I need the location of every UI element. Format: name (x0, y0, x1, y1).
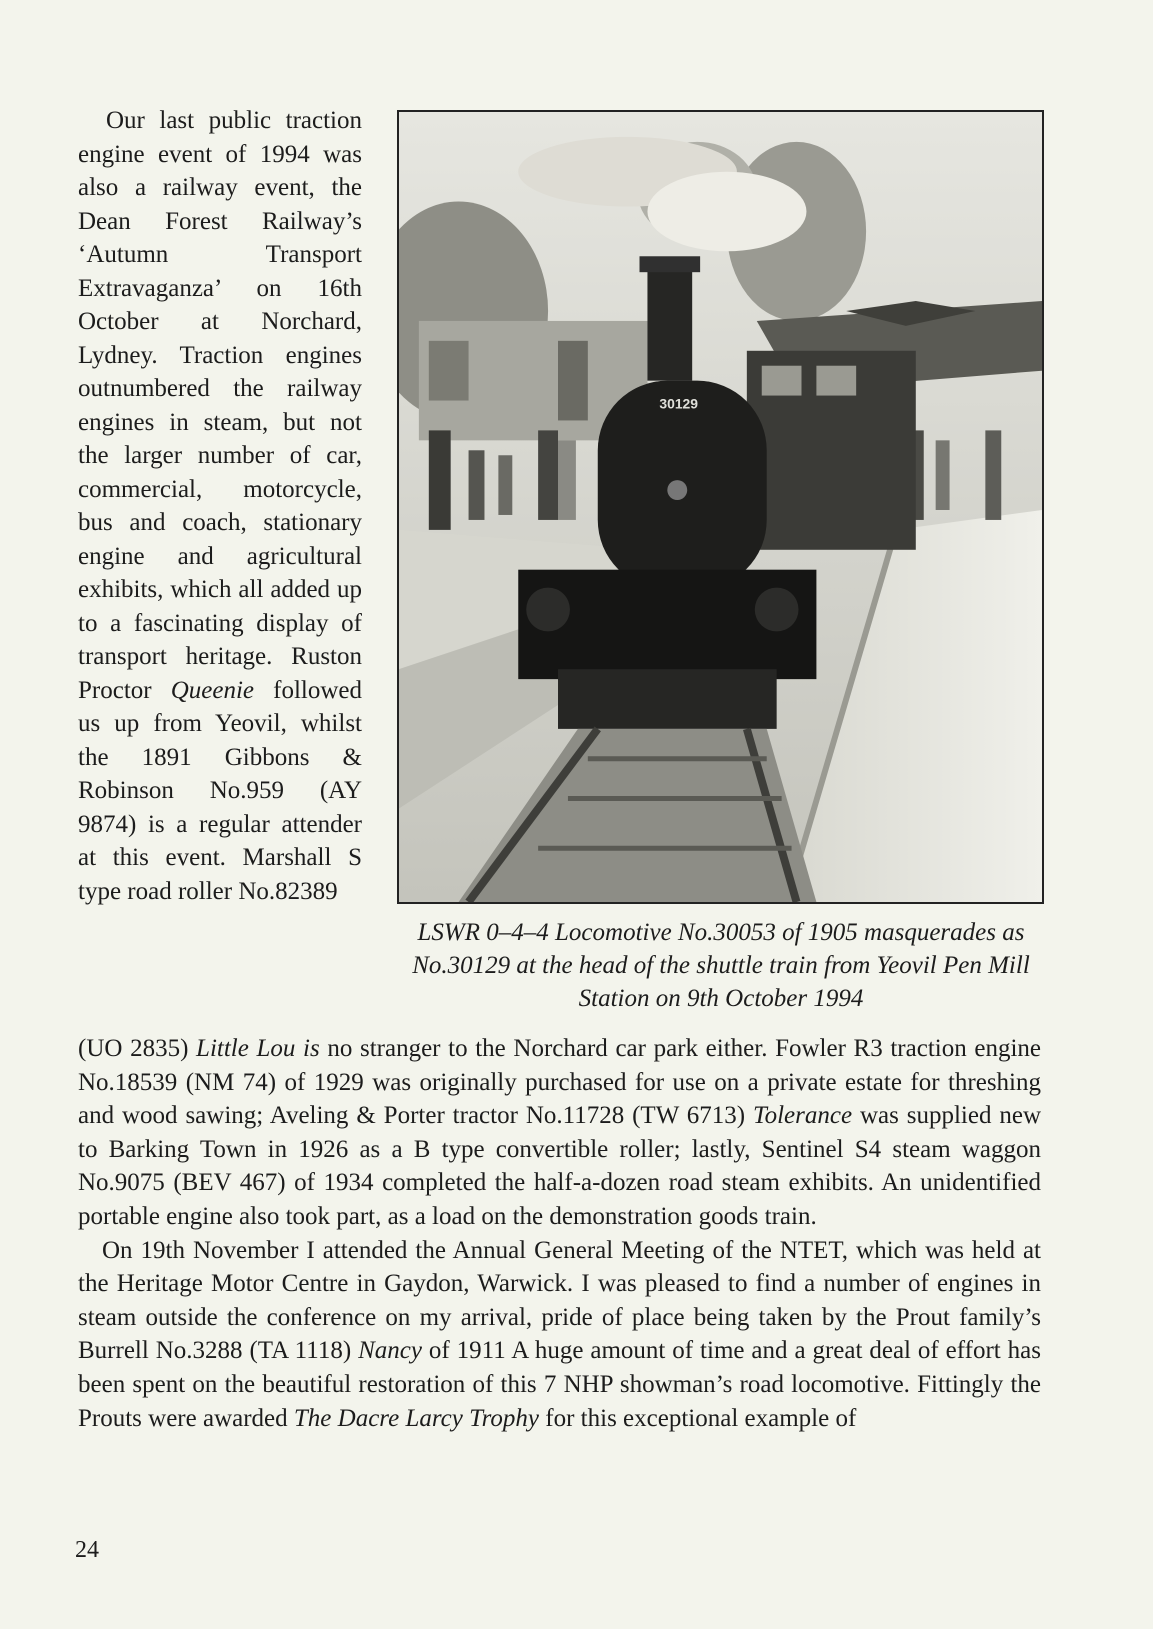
p2-text-3: for this exceptional example of (539, 1404, 857, 1432)
photo-caption: LSWR 0–4–4 Locomotive No.30053 of 1905 masquerades as No.30129 at the head of the shuttle train from Yeovil Pen Mill Station on 9th October 1994 (412, 919, 1030, 1012)
paragraph-norchard (78, 1032, 1041, 1234)
main-body-text (78, 1032, 1041, 1435)
locomotive-photo (397, 110, 1044, 904)
engine-name-nancy: Nancy (358, 1337, 422, 1365)
p1-text-2: no stranger to the Norchard car park either. Fowler R3 traction engine No.18539 (NM 74) of 1929 was originally purchased for use on a private estate for threshing and wood sawing; Aveling & Porter tractor No.11728 (TW 6713) (78, 1035, 1041, 1130)
engine-name-little-lou: Little Lou is (196, 1035, 320, 1062)
p2-text-1: On 19th November I attended the Annual General Meeting of the NTET, which was held at the Heritage Motor Centre in Gaydon, Warwick. I was pleased to find a number of engines in steam outside the conference on my arrival, pride of place being taken by the Prout family’s Burrell No.3288 (TA 1118) (78, 1236, 1041, 1365)
page-number: 24 (75, 1537, 99, 1563)
intro-paragraph (78, 104, 362, 908)
smokebox-number: 30129 (659, 395, 699, 412)
side-column-text (78, 104, 362, 908)
intro-text-continued: followed us up from Yeovil, whilst the 1891 Gibbons & Robinson No.959 (AY 9874) is a regular attender at this event. Marshall S type road roller No.82389 (78, 676, 362, 905)
p1-text-1: (UO 2835) (78, 1035, 197, 1062)
trophy-name: The Dacre Larcy Trophy (293, 1404, 540, 1432)
locomotive-photo-illustration (399, 112, 1042, 902)
engine-name-tolerance: Tolerance (752, 1102, 853, 1130)
paragraph-agm (78, 1234, 1041, 1436)
intro-text: Our last public traction engine event of 1994 was also a railway event, the Dean Forest Railway’s ‘Autumn Transport Extravaganza’ on 16th October at Norchard, Lydney. Traction engines outnumbered the railway engines in steam, but not the larger number of car, commercial, motorcycle, bus and coach, stationary engine and agricultural exhibits, which all added up to a fascinating display of transport heritage. Ruston Proctor (78, 107, 362, 704)
p1-text-3: was supplied new to Barking Town in 1926 as a B type convertible roller; lastly, Sentinel S4 steam waggon No.9075 (BEV 467) of 1934 completed the half-a-dozen road steam exhibits. An unidentified portable engine also took part, as a load on the demonstration goods train. (78, 1102, 1041, 1230)
engine-name-queenie: Queenie (170, 676, 255, 704)
p2-text-2: of 1911 A huge amount of time and a great deal of effort has been spent on the beautiful restoration of this 7 NHP showman’s road locomotive. Fittingly the Prouts were awarded (78, 1337, 1042, 1432)
